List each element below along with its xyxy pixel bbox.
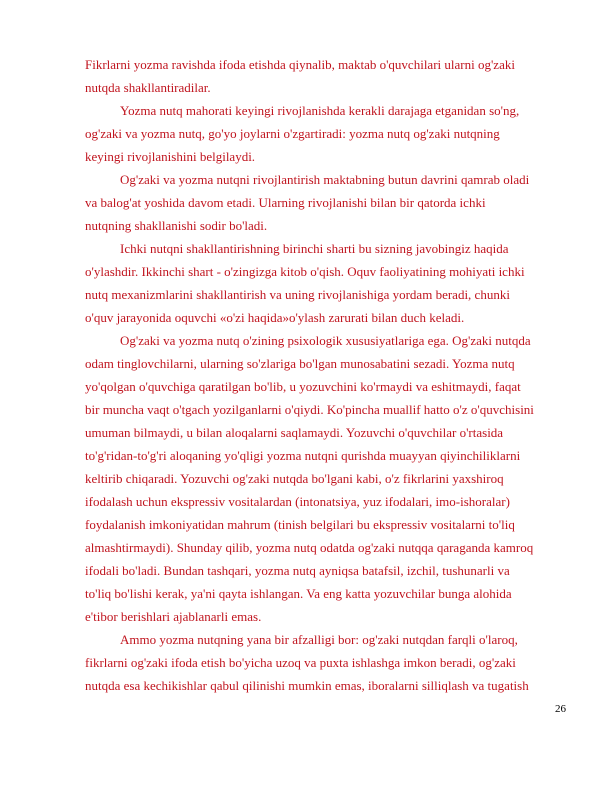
paragraph-first-line: Ichki nutqni shakllantirishning birinchi sharti bu sizning javobingiz haqida bbox=[120, 241, 509, 256]
text-line: nutq mexanizmlarini shakllantirish va uning rivojlanishiga yordam beradi, chunki bbox=[85, 287, 510, 302]
text-line: almashtirmaydi). Shunday qilib, yozma nutq odatda og'zaki nutqqa qaraganda kamroq bbox=[85, 540, 534, 555]
text-line: ifodali bo'ladi. Bundan tashqari, yozma nutq ayniqsa batafsil, izchil, tushunarli va bbox=[85, 563, 510, 578]
paragraph-first-line: Og'zaki va yozma nutqni rivojlantirish maktabning butun davrini qamrab oladi bbox=[120, 172, 530, 187]
text-line: nutqning shakllanishi sodir bo'ladi. bbox=[85, 218, 268, 233]
text-line: og'zaki va yozma nutq, go'yo joylarni o'zgartiradi: yozma nutq og'zaki nutqning bbox=[85, 126, 500, 141]
text-line: umuman bilmaydi, u bilan aloqalarni saqlamaydi. Yozuvchi o'quvchilar o'rtasida bbox=[85, 425, 504, 440]
text-line: o'ylashdir. Ikkinchi shart - o'zingizga kitob o'qish. Oquv faoliyatining mohiyati ichki bbox=[85, 264, 525, 279]
text-line: foydalanish imkoniyatidan mahrum (tinish belgilari bu ekspressiv vositalarni to'liq bbox=[85, 517, 515, 532]
paragraph-first-line: Og'zaki va yozma nutq o'zining psixologik xususiyatlariga ega. Og'zaki nutqda bbox=[120, 333, 531, 348]
text-line: va balog'at yoshida davom etadi. Ularning rivojlanishi bilan bir qatorda ichki bbox=[85, 195, 486, 210]
text-line: to'liq bo'lishi kerak, ya'ni qayta ishlangan. Va eng katta yozuvchilar bunga alohida bbox=[85, 586, 512, 601]
text-line: keyingi rivojlanishini belgilaydi. bbox=[85, 149, 256, 164]
page-number: 26 bbox=[555, 703, 566, 715]
text-line: nutqda esa kechikishlar qabul qilinishi mumkin emas, iboralarni silliqlash va tugatish bbox=[85, 678, 529, 693]
paragraph-first-line: Ammo yozma nutqning yana bir afzalligi bor: og'zaki nutqdan farqli o'laroq, bbox=[120, 632, 518, 647]
text-line: yo'qolgan o'quvchiga qaratilgan bo'lib, u yozuvchini ko'rmaydi va eshitmaydi, faqat bbox=[85, 379, 521, 394]
text-line: to'g'ridan-to'g'ri aloqaning yo'qligi yozma nutqni qurishda muayyan qiyinchiliklarni bbox=[85, 448, 521, 463]
text-line: keltirib chiqaradi. Yozuvchi og'zaki nutqda bo'lgani kabi, o'z fikrlarini yaxshiroq bbox=[85, 471, 504, 486]
text-line: Fikrlarni yozma ravishda ifoda etishda qiynalib, maktab o'quvchilari ularni og'zaki bbox=[85, 57, 515, 72]
text-line: ifodalash uchun ekspressiv vositalardan (intonatsiya, yuz ifodalari, imo-ishoralar) bbox=[85, 494, 510, 509]
text-line: o'quv jarayonida oquvchi «o'zi haqida»o'ylash zarurati bilan duch keladi. bbox=[85, 310, 465, 325]
text-line: bir muncha vaqt o'tgach yozilganlarni o'qiydi. Ko'pincha muallif hatto o'z o'quvchisini bbox=[85, 402, 534, 417]
paragraph-first-line: Yozma nutq mahorati keyingi rivojlanishda kerakli darajaga etganidan so'ng, bbox=[120, 103, 520, 118]
text-line: fikrlarni og'zaki ifoda etish bo'yicha uzoq va puxta ishlashga imkon beradi, og'zaki bbox=[85, 655, 516, 670]
text-line: odam tinglovchilarni, ularning so'zlariga bo'lgan munosabatini sezadi. Yozma nutq bbox=[85, 356, 515, 371]
text-line: e'tibor berishlari ajablanarli emas. bbox=[85, 609, 262, 624]
text-line: nutqda shakllantiradilar. bbox=[85, 80, 211, 95]
